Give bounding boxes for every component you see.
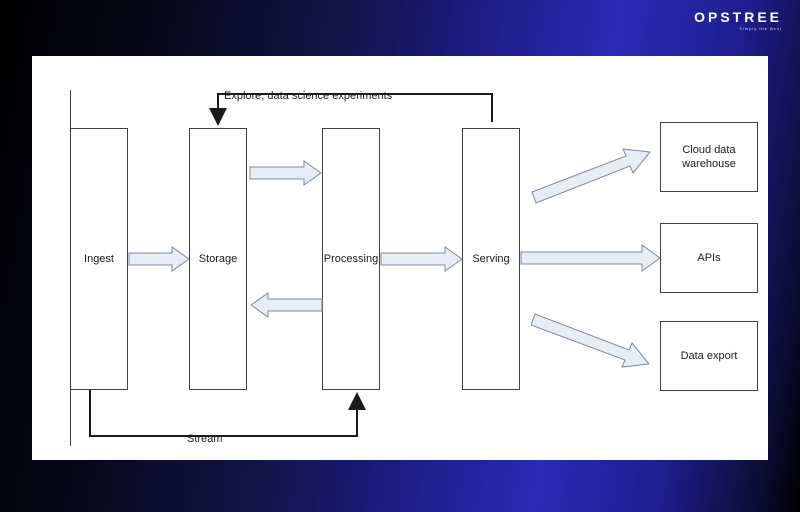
connector-stream bbox=[90, 390, 357, 436]
stage-label-storage: Storage bbox=[198, 252, 238, 265]
output-label-apis: APIs bbox=[697, 251, 721, 264]
arrow-serving-to-cloud-data-warehouse bbox=[532, 149, 650, 203]
brand-wordmark: OPSTREE bbox=[694, 9, 782, 25]
arrow-processing-to-serving bbox=[381, 247, 462, 271]
stage-label-processing: Processing bbox=[323, 252, 379, 265]
arrow-storage-to-processing-upper bbox=[250, 161, 321, 185]
annotation-stream: Stream bbox=[187, 433, 223, 445]
stage-box-storage[interactable] bbox=[189, 128, 247, 390]
output-label-data-export: Data export bbox=[680, 349, 738, 362]
diagram-canvas bbox=[32, 56, 768, 460]
arrow-ingest-to-storage bbox=[129, 247, 189, 271]
output-label-cloud-data-warehouse: Cloud data warehouse bbox=[682, 143, 736, 170]
output-box-apis[interactable] bbox=[660, 223, 758, 293]
stage-box-ingest[interactable] bbox=[70, 128, 128, 390]
output-box-data-export[interactable] bbox=[660, 321, 758, 391]
stage-box-serving[interactable] bbox=[462, 128, 520, 390]
arrow-serving-to-data-export bbox=[531, 314, 649, 367]
diagram-connectors bbox=[32, 56, 768, 460]
stage-box-processing[interactable] bbox=[322, 128, 380, 390]
opstree-logo bbox=[694, 10, 782, 31]
annotation-explore: Explore, data science experiments bbox=[224, 90, 393, 102]
output-box-cloud-data-warehouse[interactable] bbox=[660, 122, 758, 192]
arrow-processing-to-storage-lower bbox=[251, 293, 322, 317]
brand-tagline: Simply the Best bbox=[739, 26, 782, 31]
stage-label-serving: Serving bbox=[472, 252, 510, 265]
stage-label-ingest: Ingest bbox=[84, 252, 114, 265]
arrow-serving-to-apis bbox=[521, 245, 660, 271]
